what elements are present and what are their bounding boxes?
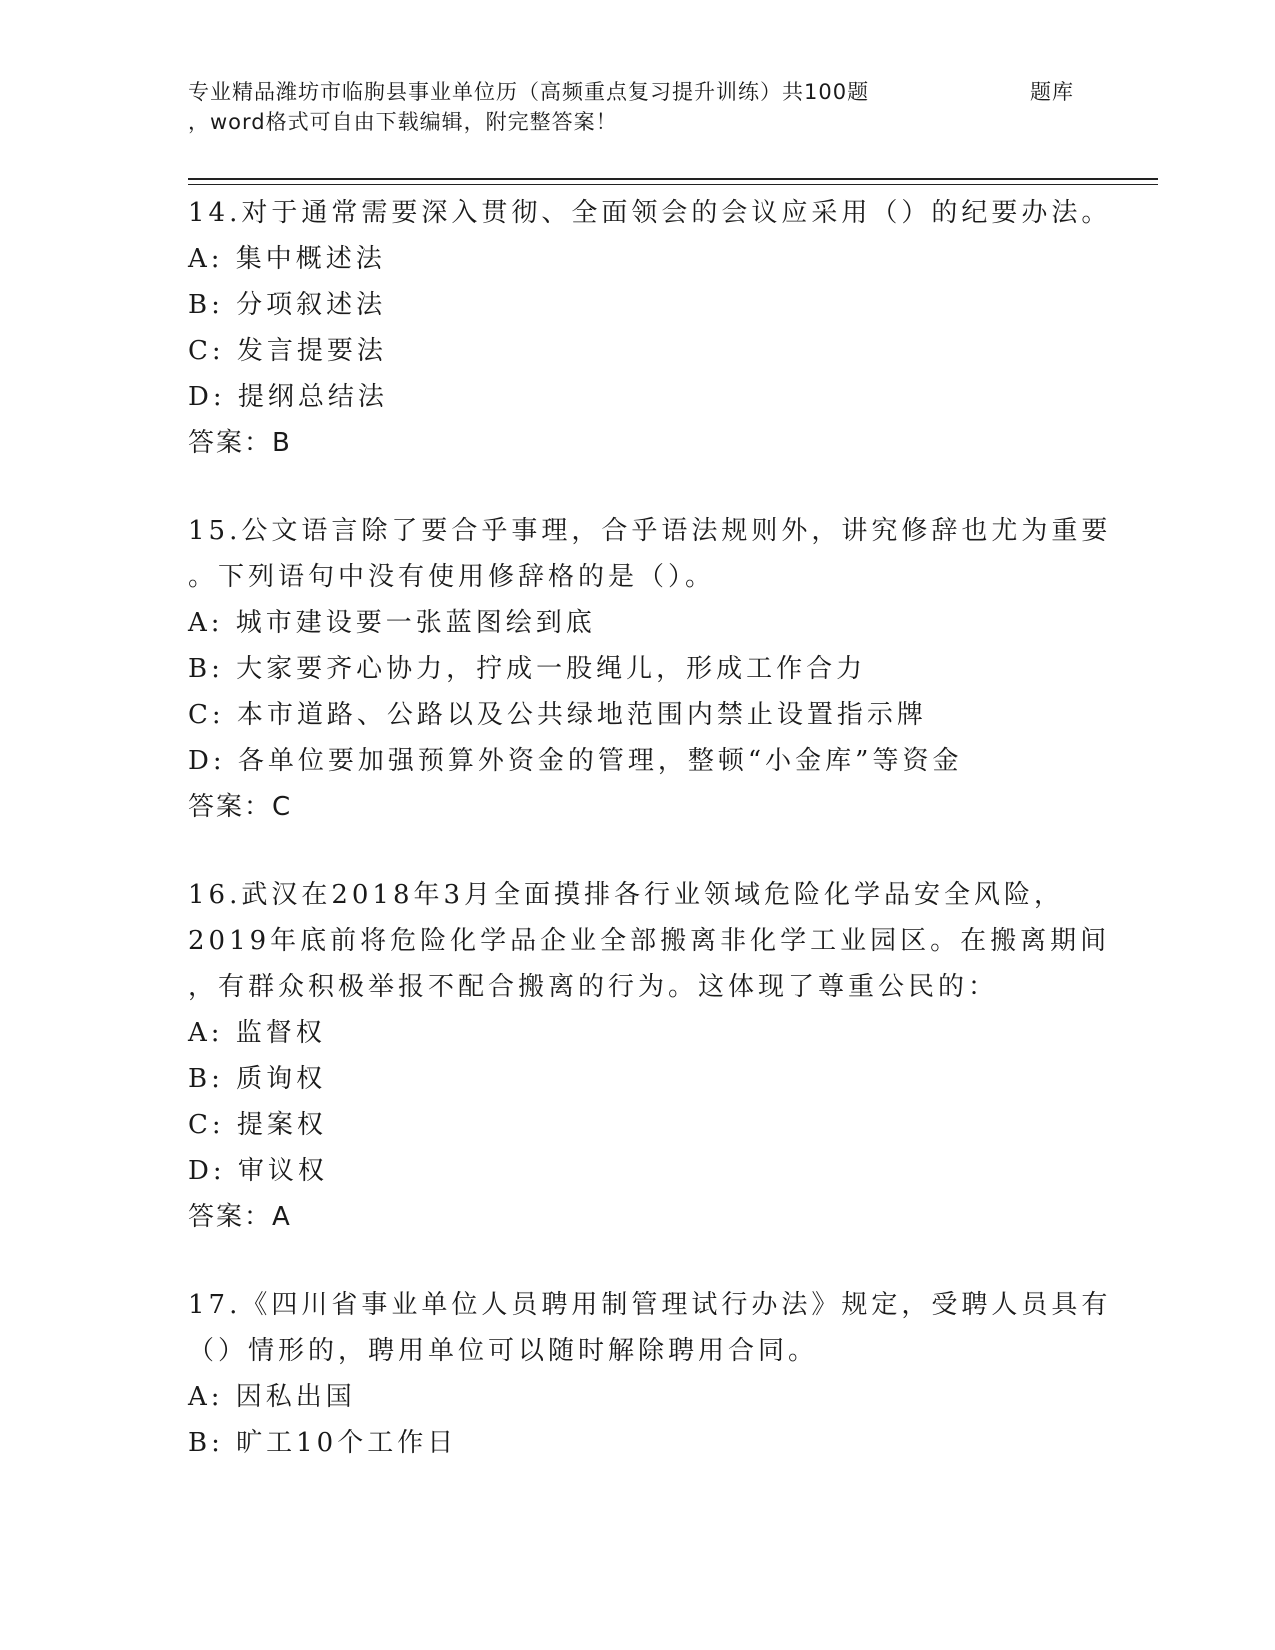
answer-option: A: 集中概述法 xyxy=(188,244,386,274)
question-stem-line: ，有群众积极举报不配合搬离的行为。这体现了尊重公民的： xyxy=(188,972,999,1002)
answer-option: D: 提纲总结法 xyxy=(188,382,388,412)
answer-option: C: 本市道路、公路以及公共绿地范围内禁止设置指示牌 xyxy=(188,700,927,730)
header-subtitle: ，word格式可自由下载编辑，附完整答案！ xyxy=(188,110,618,134)
question-stem-line: 15.公文语言除了要合乎事理，合乎语法规则外，讲究修辞也尤为重要 xyxy=(188,516,1112,546)
question-block xyxy=(188,872,1111,1240)
question-block xyxy=(188,190,1112,466)
question-stem-line: （）情形的，聘用单位可以随时解除聘用合同。 xyxy=(188,1336,819,1366)
header-divider-thick xyxy=(188,178,1158,180)
answer-key: 答案：C xyxy=(188,792,293,822)
question-block xyxy=(188,1282,1112,1466)
answer-option: A: 因私出国 xyxy=(188,1382,356,1412)
question-stem-line: 。下列语句中没有使用修辞格的是（）。 xyxy=(188,562,716,592)
question-block xyxy=(188,508,1112,830)
header-line xyxy=(188,72,1158,106)
header-divider-thin xyxy=(188,184,1158,185)
question-list xyxy=(188,190,1112,1508)
answer-option: B: 分项叙述法 xyxy=(188,290,387,320)
question-stem-line: 2019年底前将危险化学品企业全部搬离非化学工业园区。在搬离期间 xyxy=(188,926,1111,956)
answer-option: C: 发言提要法 xyxy=(188,336,387,366)
answer-option: D: 各单位要加强预算外资金的管理，整顿“小金库”等资金 xyxy=(188,746,963,776)
answer-key: 答案：B xyxy=(188,428,292,458)
header-title: 专业精品潍坊市临朐县事业单位历（高频重点复习提升训练）共100题 xyxy=(188,80,870,104)
header-tag: 题库 xyxy=(1030,80,1074,104)
question-stem-line: 17.《四川省事业单位人员聘用制管理试行办法》规定，受聘人员具有 xyxy=(188,1290,1112,1320)
answer-option: D: 审议权 xyxy=(188,1156,328,1186)
question-stem-line: 14.对于通常需要深入贯彻、全面领会的会议应采用（）的纪要办法。 xyxy=(188,198,1112,228)
question-stem-line: 16.武汉在2018年3月全面摸排各行业领域危险化学品安全风险， xyxy=(188,880,1065,910)
answer-option: C: 提案权 xyxy=(188,1110,327,1140)
answer-option: B: 大家要齐心协力，拧成一股绳儿，形成工作合力 xyxy=(188,654,867,684)
page-header xyxy=(188,72,1158,136)
answer-option: A: 监督权 xyxy=(188,1018,326,1048)
answer-option: B: 旷工10个工作日 xyxy=(188,1428,458,1458)
answer-key: 答案：A xyxy=(188,1202,292,1232)
answer-option: A: 城市建设要一张蓝图绘到底 xyxy=(188,608,596,638)
answer-option: B: 质询权 xyxy=(188,1064,327,1094)
